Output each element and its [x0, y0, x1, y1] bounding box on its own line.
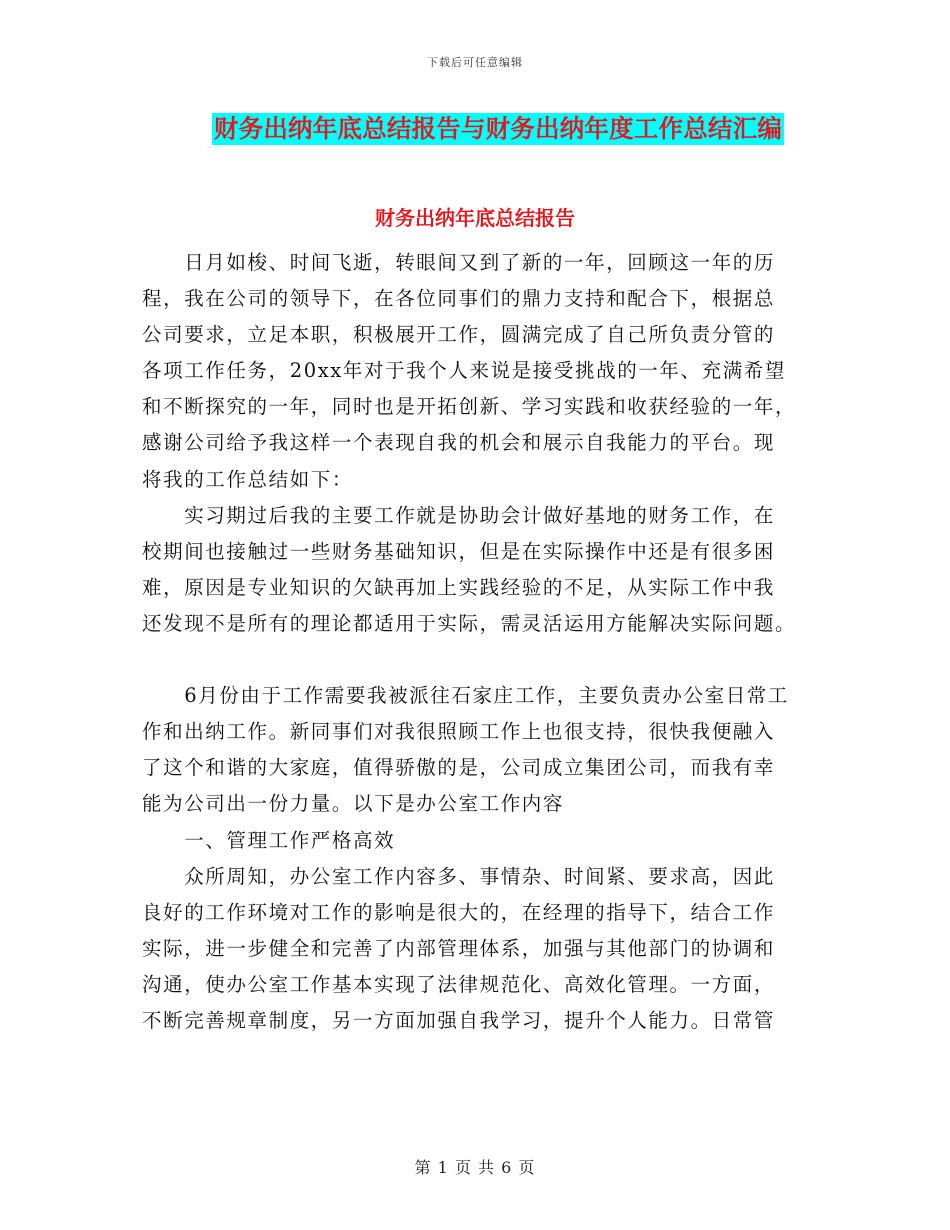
section-title: 财务出纳年底总结报告 [375, 206, 575, 230]
paragraph-line: 公司要求，立足本职，积极展开工作，圆满完成了自己所负责分管的 [142, 323, 776, 347]
header-note: 下载后可任意编辑 [427, 56, 523, 69]
paragraph-line: 众所周知，办公室工作内容多、事情杂、时间紧、要求高，因此 [142, 864, 776, 888]
paragraph-line: 校期间也接触过一些财务基础知识，但是在实际操作中还是有很多困 [142, 539, 776, 563]
paragraph-line: 实际，进一步健全和完善了内部管理体系，加强与其他部门的协调和 [142, 936, 776, 960]
paragraph-line: 将我的工作总结如下： [142, 467, 354, 491]
paragraph-line: 实习期过后我的主要工作就是协助会计做好基地的财务工作，在 [142, 503, 776, 527]
document-title-container [0, 113, 950, 145]
paragraph-line: 沟通，使办公室工作基本实现了法律规范化、高效化管理。一方面， [142, 972, 776, 996]
paragraph-line: 日月如梭、时间飞逝，转眼间又到了新的一年，回顾这一年的历 [142, 251, 776, 274]
page-number: 第 1 页 共 6 页 [414, 1158, 536, 1177]
section-heading-line: 一、管理工作严格高效 [142, 828, 396, 852]
paragraph-line: 能为公司出一份力量。以下是办公室工作内容 [142, 792, 565, 816]
paragraph-line: 良好的工作环境对工作的影响是很大的，在经理的指导下，结合工作 [142, 900, 776, 924]
paragraph-gap [142, 642, 832, 678]
body-text [142, 245, 832, 1039]
paragraph-line: 各项工作任务，20xx年对于我个人来说是接受挑战的一年、充满希望 [142, 359, 787, 383]
paragraph-line: 和不断探究的一年，同时也是开拓创新、学习实践和收获经验的一年， [142, 395, 797, 419]
paragraph-line: 不断完善规章制度，另一方面加强自我学习，提升个人能力。日常管 [142, 1008, 776, 1032]
paragraph-line: 感谢公司给予我这样一个表现自我的机会和展示自我能力的平台。现 [142, 431, 776, 455]
paragraph-line: 还发现不是所有的理论都适用于实际，需灵活运用方能解决实际问题。 [142, 611, 797, 635]
paragraph-line: 6月份由于工作需要我被派往石家庄工作，主要负责办公室日常工 [142, 684, 790, 708]
paragraph-line: 程，我在公司的领导下，在各位同事们的鼎力支持和配合下，根据总 [142, 287, 776, 311]
paragraph-line: 难，原因是专业知识的欠缺再加上实践经验的不足，从实际工作中我 [142, 575, 776, 599]
document-title: 财务出纳年底总结报告与财务出纳年度工作总结汇编 [213, 114, 783, 143]
paragraph-line: 作和出纳工作。新同事们对我很照顾工作上也很支持，很快我便融入 [142, 720, 776, 744]
paragraph-line: 了这个和谐的大家庭，值得骄傲的是，公司成立集团公司，而我有幸 [142, 756, 776, 780]
